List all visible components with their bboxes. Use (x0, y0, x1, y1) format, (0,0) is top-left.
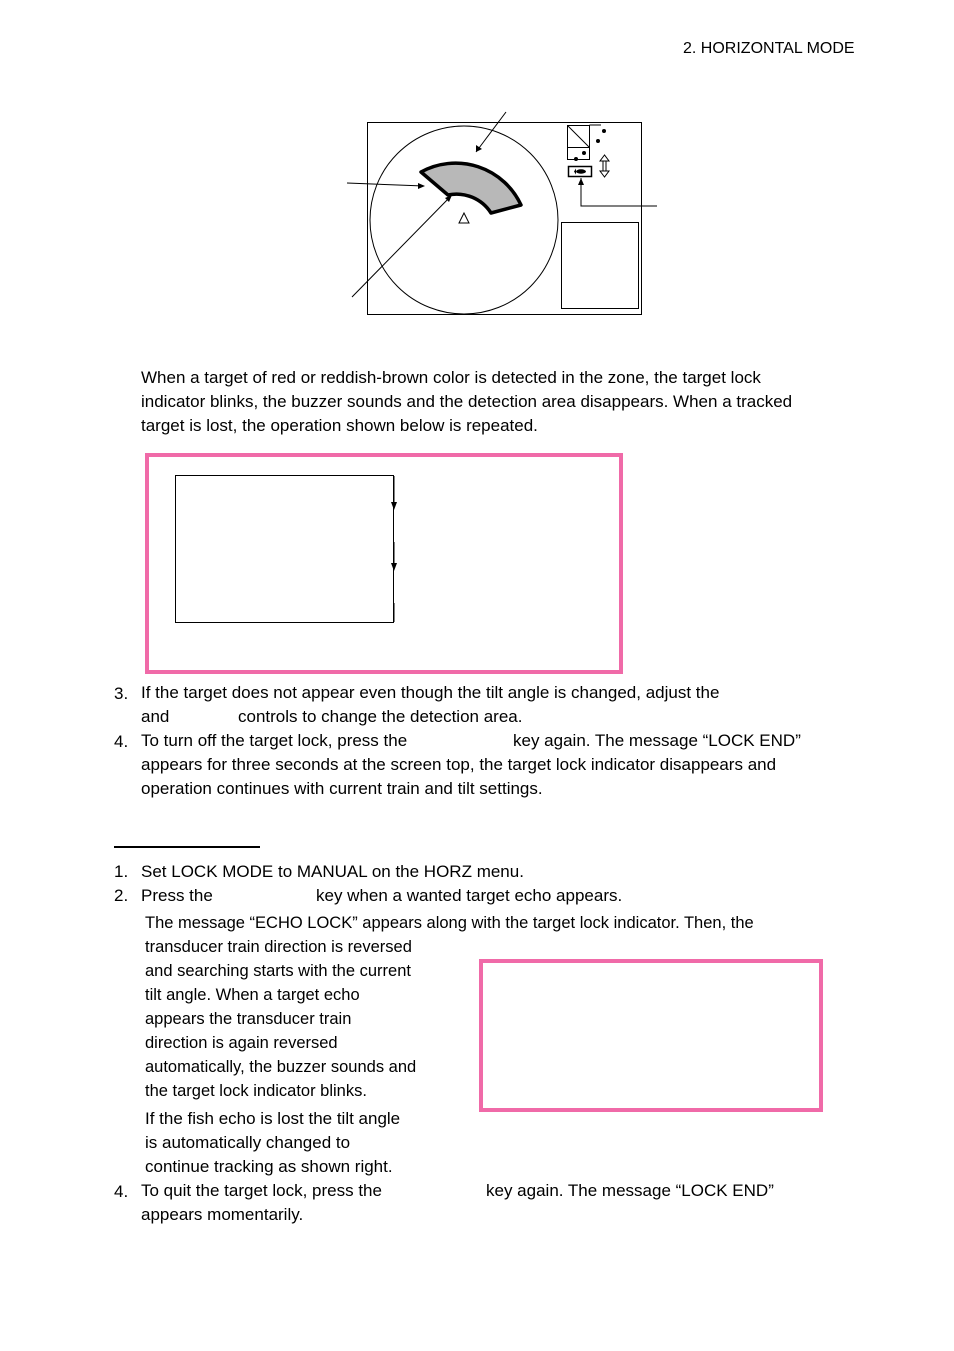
step-number: 4. (114, 732, 129, 751)
step-4-line-3: operation continues with current train and tilt settings. (141, 779, 543, 798)
manual-step-1: Set LOCK MODE to MANUAL on the HORZ menu. (141, 862, 524, 881)
step2-detail-first-line: The message “ECHO LOCK” appears along with the target lock indicator. Then, the (145, 914, 754, 932)
step-3-line-2: controls to change the detection area. (238, 707, 523, 726)
step2-detail-column: transducer train direction is reversed and searching starts with the current tilt angle. When a target echo appears the transducer train direction is again reversed automatically, the buzzer sounds and the target lock indicator blinks. (145, 938, 417, 1100)
final-step-line-1b: key again. The message “LOCK END” (486, 1181, 774, 1200)
step-4-line-1a: To turn off the target lock, press the (141, 731, 408, 750)
step-number: 3. (114, 684, 129, 703)
tracking-illustration-box (479, 959, 823, 1112)
section-heading-underline (114, 846, 260, 848)
step-4-line-2: appears for three seconds at the screen top, the target lock indicator disappears and (141, 755, 777, 774)
intro-paragraph: When a target of red or reddish-brown color is detected in the zone, the target lock indicator blinks, the buzzer sounds and the detection area disappears. When a tracked target is lost, the operation shown below is repeated. (141, 368, 793, 435)
step2-detail-second: If the fish echo is lost the tilt angle is automatically changed to continue tracking as shown right. (145, 1109, 401, 1176)
chapter-header: 2. HORIZONTAL MODE (683, 40, 855, 57)
step-3-line-1: If the target does not appear even though the tilt angle is changed, adjust the (141, 683, 720, 702)
step-number: 4. (114, 1182, 129, 1201)
final-step-line-2: appears momentarily. (141, 1205, 304, 1224)
manual-step-2a: Press the (141, 886, 213, 905)
step-3-and: and (141, 707, 170, 726)
manual-step-2b: key when a wanted target echo appears. (316, 886, 623, 905)
step-number: 2. (114, 886, 129, 905)
step-number: 1. (114, 862, 129, 881)
step-4-line-1b: key again. The message “LOCK END” (513, 731, 801, 750)
final-step-line-1a: To quit the target lock, press the (141, 1181, 382, 1200)
